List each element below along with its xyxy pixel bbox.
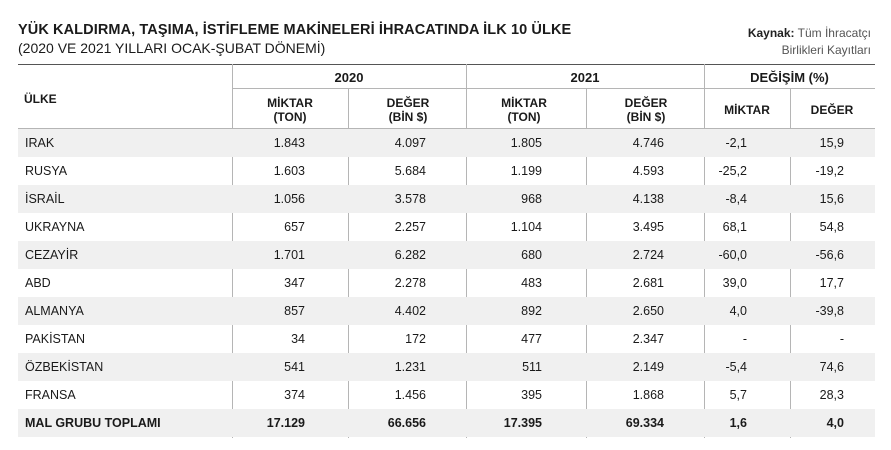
country-cell: PAKİSTAN (25, 332, 85, 346)
table-row (18, 269, 875, 297)
table-row (18, 129, 875, 157)
group-header-2020: 2020 (334, 70, 364, 85)
table-row (18, 185, 875, 213)
country-cell: İSRAİL (25, 192, 65, 206)
group-header-2021: 2021 (570, 70, 600, 85)
val-2021-cell: 4.746 (632, 136, 664, 150)
qty-2020-cell: 657 (284, 220, 305, 234)
val-2020-cell: 3.578 (394, 192, 426, 206)
group-header-change: DEĞİŞİM (%) (750, 70, 829, 85)
val-2021-cell: 69.334 (625, 416, 664, 430)
country-cell: MAL GRUBU TOPLAMI (25, 416, 161, 430)
val-2020-cell: 1.456 (394, 388, 426, 402)
val-2021-cell: 2.724 (632, 248, 664, 262)
country-cell: ABD (25, 276, 51, 290)
chg-qty-cell: 39,0 (722, 276, 747, 290)
qty-2021-cell: 511 (522, 360, 542, 374)
table-row (18, 157, 875, 185)
val-2021-cell: 2.650 (632, 304, 664, 318)
chg-qty-cell: -2,1 (725, 136, 747, 150)
val-2020-cell: 1.231 (394, 360, 426, 374)
country-cell: ÖZBEKİSTAN (25, 360, 104, 374)
table-row (18, 241, 875, 269)
chg-qty-cell: -8,4 (725, 192, 747, 206)
chg-val-cell: -39,8 (815, 304, 844, 318)
qty-2021-cell: 483 (521, 276, 542, 290)
chg-qty-cell: 4,0 (729, 304, 747, 318)
group-underline (704, 88, 875, 89)
chg-qty-cell: -25,2 (718, 164, 747, 178)
top-rule (18, 64, 875, 65)
country-cell: CEZAYİR (25, 248, 79, 262)
qty-2021-cell: 395 (521, 388, 542, 402)
chg-qty-cell: - (742, 332, 747, 346)
val-2021-cell: 2.149 (632, 360, 664, 374)
val-2020-cell: 4.097 (394, 136, 426, 150)
chg-val-cell: 15,6 (819, 192, 844, 206)
chg-val-cell: - (839, 332, 844, 346)
chg-qty-cell: 68,1 (722, 220, 747, 234)
qty-2021-cell: 892 (521, 304, 542, 318)
source-line2: Birlikleri Kayıtları (781, 43, 871, 57)
qty-2021-cell: 17.395 (503, 416, 542, 430)
val-2020-cell: 172 (405, 332, 426, 346)
qty-2020-cell: 34 (291, 332, 305, 346)
qty-2020-cell: 1.056 (273, 192, 305, 206)
table-row (18, 325, 875, 353)
qty-2020-cell: 374 (284, 388, 305, 402)
val-2021-cell: 4.138 (632, 192, 664, 206)
qty-2020-cell: 1.843 (273, 136, 305, 150)
qty-2021-cell: 968 (521, 192, 542, 206)
qty-2020-cell: 857 (284, 304, 305, 318)
qty-2021-cell: 1.805 (510, 136, 542, 150)
country-cell: UKRAYNA (25, 220, 85, 234)
table-row (18, 381, 875, 409)
qty-2020-cell: 1.603 (273, 164, 305, 178)
page-subtitle: (2020 VE 2021 YILLARI OCAK-ŞUBAT DÖNEMİ) (18, 40, 326, 56)
total-row (18, 409, 875, 437)
source-note (748, 25, 871, 59)
val-2020-cell: 2.257 (394, 220, 426, 234)
table-row (18, 213, 875, 241)
qty-2021-cell: 680 (521, 248, 542, 262)
qty-2020-cell: 541 (284, 360, 305, 374)
val-2021-cell: 2.681 (632, 276, 664, 290)
chg-qty-cell: 1,6 (729, 416, 747, 430)
qty-2020-cell: 347 (284, 276, 305, 290)
qty-2020-cell: 1.701 (273, 248, 305, 262)
val-2020-cell: 66.656 (387, 416, 426, 430)
chg-val-cell: -56,6 (815, 248, 844, 262)
chg-val-cell: 54,8 (819, 220, 844, 234)
source-line1: Tüm İhracatçı (797, 26, 871, 40)
group-underline (466, 88, 704, 89)
qty-header-change: MİKTAR (724, 103, 770, 117)
val-2021-cell: 3.495 (632, 220, 664, 234)
country-cell: ALMANYA (25, 304, 84, 318)
qty-header-2020: MİKTAR (TON) (267, 96, 313, 124)
chg-qty-cell: -60,0 (718, 248, 747, 262)
val-2020-cell: 4.402 (394, 304, 426, 318)
val-2021-cell: 4.593 (632, 164, 664, 178)
qty-header-2021: MİKTAR (TON) (501, 96, 547, 124)
country-cell: RUSYA (25, 164, 68, 178)
chg-val-cell: 28,3 (819, 388, 844, 402)
chg-val-cell: 4,0 (826, 416, 844, 430)
val-2020-cell: 6.282 (394, 248, 426, 262)
table-row (18, 297, 875, 325)
val-header-2020: DEĞER (BİN $) (386, 96, 430, 124)
chg-qty-cell: -5,4 (725, 360, 747, 374)
group-underline (232, 88, 466, 89)
val-2021-cell: 2.347 (632, 332, 664, 346)
qty-2020-cell: 17.129 (266, 416, 305, 430)
val-header-change: DEĞER (810, 103, 854, 117)
chg-val-cell: -19,2 (815, 164, 844, 178)
source-label: Kaynak: (747, 26, 795, 40)
chg-qty-cell: 5,7 (729, 388, 747, 402)
chg-val-cell: 15,9 (819, 136, 844, 150)
qty-2021-cell: 1.199 (510, 164, 542, 178)
page-title: YÜK KALDIRMA, TAŞIMA, İSTİFLEME MAKİNELERİ İHRACATINDA İLK 10 ÜLKE (18, 22, 572, 38)
val-header-2021: DEĞER (BİN $) (624, 96, 668, 124)
country-cell: FRANSA (25, 388, 76, 402)
qty-2021-cell: 477 (521, 332, 542, 346)
qty-2021-cell: 1.104 (510, 220, 542, 234)
chg-val-cell: 74,6 (819, 360, 844, 374)
table-row (18, 353, 875, 381)
val-2021-cell: 1.868 (632, 388, 664, 402)
chg-val-cell: 17,7 (819, 276, 844, 290)
val-2020-cell: 5.684 (394, 164, 426, 178)
val-2020-cell: 2.278 (394, 276, 426, 290)
country-header: ÜLKE (24, 92, 57, 106)
country-cell: IRAK (25, 136, 55, 150)
